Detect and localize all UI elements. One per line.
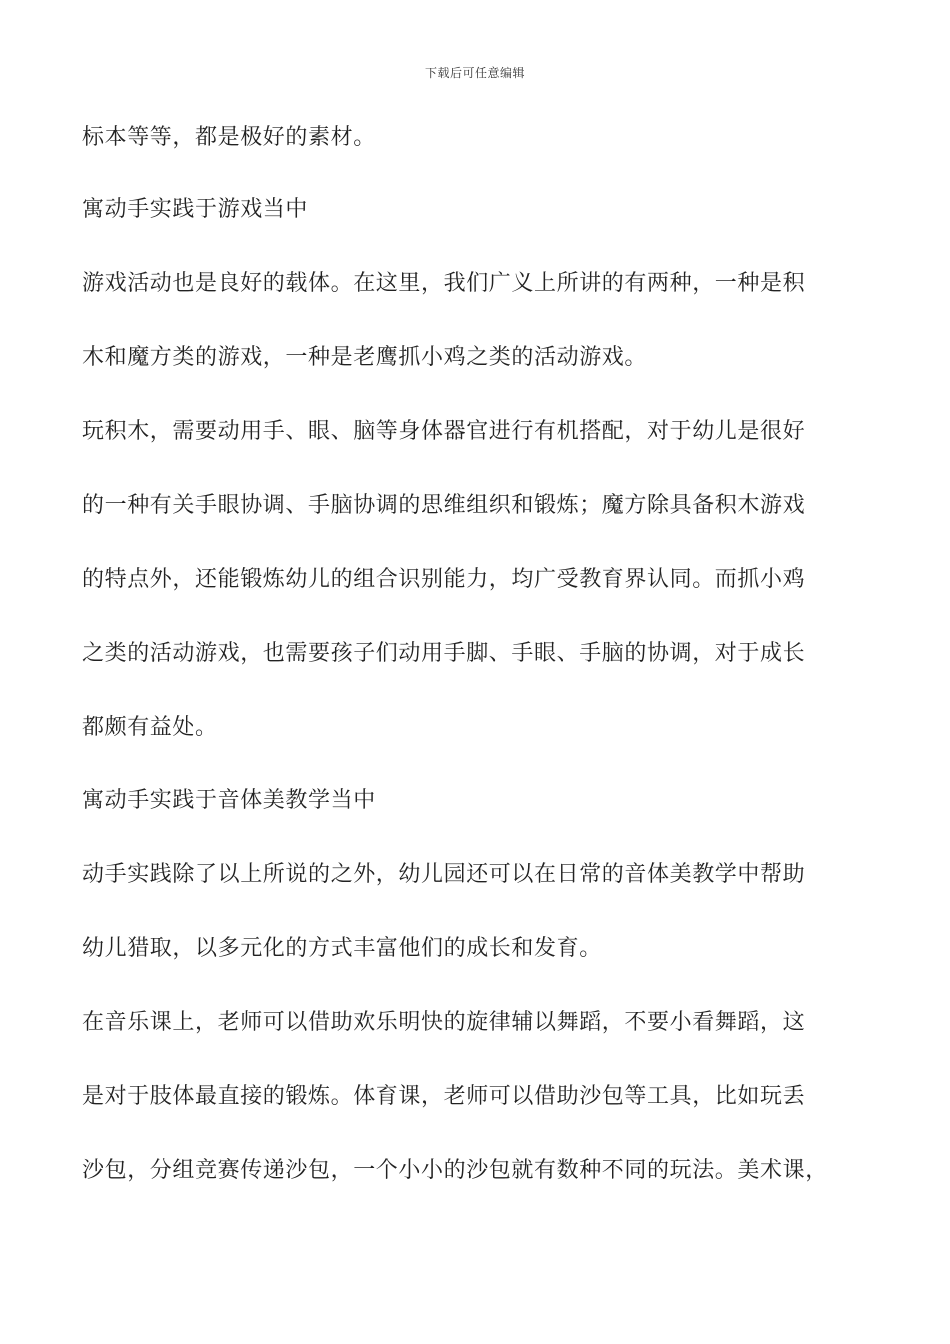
section-heading: 寓动手实践于游戏当中 <box>82 197 309 222</box>
text-line: 都颇有益处。 <box>82 715 218 740</box>
section-heading: 寓动手实践于音体美教学当中 <box>82 788 376 813</box>
text-line: 是对于肢体最直接的锻炼。体育课，老师可以借助沙包等工具，比如玩丢 <box>82 1084 806 1109</box>
text-line: 幼儿猎取，以多元化的方式丰富他们的成长和发育。 <box>82 936 602 961</box>
text-line: 的特点外，还能锻炼幼儿的组合识别能力，均广受教育界认同。而抓小鸡 <box>82 567 806 592</box>
text-line: 游戏活动也是良好的载体。在这里，我们广义上所讲的有两种，一种是积 <box>82 271 806 296</box>
text-line: 沙包，分组竞赛传递沙包，一个小小的沙包就有数种不同的玩法。美术课， <box>82 1158 828 1183</box>
text-line: 在音乐课上，老师可以借助欢乐明快的旋律辅以舞蹈，不要小看舞蹈，这 <box>82 1010 806 1035</box>
text-line: 之类的活动游戏，也需要孩子们动用手脚、手眼、手脑的协调，对于成长 <box>82 641 806 666</box>
page-header-note: 下载后可任意编辑 <box>424 66 525 80</box>
text-line: 标本等等，都是极好的素材。 <box>82 125 376 150</box>
text-line: 的一种有关手眼协调、手脑协调的思维组织和锻炼；魔方除具备积木游戏 <box>82 493 806 518</box>
text-line: 木和魔方类的游戏，一种是老鹰抓小鸡之类的活动游戏。 <box>82 345 648 370</box>
text-line: 动手实践除了以上所说的之外，幼儿园还可以在日常的音体美教学中帮助 <box>82 862 806 887</box>
text-line: 玩积木，需要动用手、眼、脑等身体器官进行有机搭配，对于幼儿是很好 <box>82 419 806 444</box>
